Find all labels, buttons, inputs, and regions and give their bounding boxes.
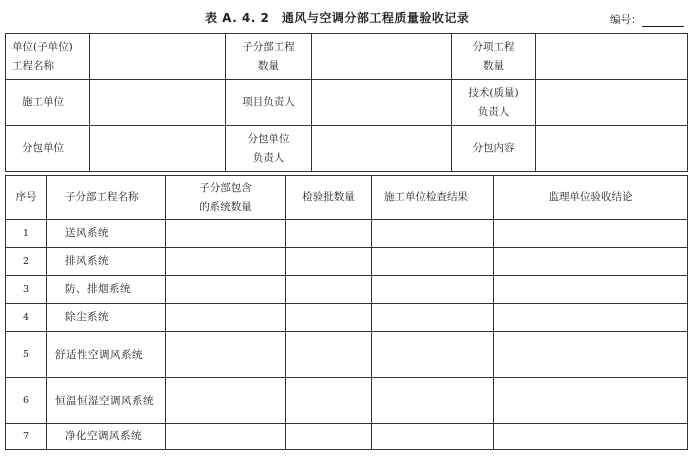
batch-count-cell[interactable] (286, 424, 372, 450)
row-number: 7 (6, 424, 47, 450)
supervisor-conclusion-cell[interactable] (494, 304, 688, 332)
table-row (6, 304, 688, 332)
subdivision-table (5, 175, 688, 450)
contractor-result-cell[interactable] (372, 332, 494, 378)
subdivision-name: 除尘系统 (47, 304, 166, 332)
row-number: 3 (6, 276, 47, 304)
technical-lead-label: 技术(质量) 负责人 (452, 80, 536, 126)
subdivision-name: 舒适性空调风系统 (47, 332, 166, 378)
page-header (0, 0, 692, 30)
batch-count-cell[interactable] (286, 248, 372, 276)
table-row (6, 378, 688, 424)
col-header-name: 子分部工程名称 (47, 176, 166, 220)
project-name-value[interactable] (90, 34, 226, 80)
system-count-cell[interactable] (166, 220, 286, 248)
subdivision-name: 恒温恒湿空调风系统 (47, 378, 166, 424)
item-count-value[interactable] (536, 34, 688, 80)
subcontractor-lead-label: 分包单位 负责人 (226, 126, 312, 172)
form-title: 表 A. 4. 2 通风与空调分部工程质量验收记录 (205, 11, 470, 25)
subcontract-scope-value[interactable] (536, 126, 688, 172)
system-count-cell[interactable] (166, 424, 286, 450)
system-count-cell[interactable] (166, 276, 286, 304)
subcontractor-label: 分包单位 (6, 126, 90, 172)
system-count-cell[interactable] (166, 378, 286, 424)
contractor-value[interactable] (90, 80, 226, 126)
batch-count-cell[interactable] (286, 332, 372, 378)
contractor-result-cell[interactable] (372, 304, 494, 332)
column-header-row (6, 176, 688, 220)
subcontractor-lead-value[interactable] (312, 126, 452, 172)
supervisor-conclusion-cell[interactable] (494, 248, 688, 276)
technical-lead-value[interactable] (536, 80, 688, 126)
col-header-contractor-result: 施工单位检查结果 (372, 176, 494, 220)
supervisor-conclusion-cell[interactable] (494, 424, 688, 450)
subdivision-name: 送风系统 (47, 220, 166, 248)
col-header-supervisor-conclusion: 监理单位验收结论 (494, 176, 688, 220)
system-count-cell[interactable] (166, 248, 286, 276)
project-info-table (5, 33, 688, 172)
col-header-batch-count: 检验批数量 (286, 176, 372, 220)
item-count-label: 分项工程 数量 (452, 34, 536, 80)
row-number: 5 (6, 332, 47, 378)
row-number: 2 (6, 248, 47, 276)
subdivision-name: 净化空调风系统 (47, 424, 166, 450)
contractor-result-cell[interactable] (372, 378, 494, 424)
supervisor-conclusion-cell[interactable] (494, 276, 688, 304)
system-count-cell[interactable] (166, 332, 286, 378)
col-header-system-count: 子分部包含 的系统数量 (166, 176, 286, 220)
system-count-cell[interactable] (166, 304, 286, 332)
row-number: 4 (6, 304, 47, 332)
subcontract-scope-label: 分包内容 (452, 126, 536, 172)
subdivision-name: 防、排烟系统 (47, 276, 166, 304)
row-number: 6 (6, 378, 47, 424)
contractor-result-cell[interactable] (372, 220, 494, 248)
serial-number (610, 12, 684, 27)
info-row (6, 34, 688, 80)
table-row (6, 276, 688, 304)
subcontractor-value[interactable] (90, 126, 226, 172)
table-row (6, 248, 688, 276)
contractor-result-cell[interactable] (372, 424, 494, 450)
table-row (6, 332, 688, 378)
batch-count-cell[interactable] (286, 304, 372, 332)
supervisor-conclusion-cell[interactable] (494, 378, 688, 424)
serial-label: 编号： (610, 14, 642, 26)
project-manager-value[interactable] (312, 80, 452, 126)
contractor-label: 施工单位 (6, 80, 90, 126)
row-number: 1 (6, 220, 47, 248)
subdivision-count-value[interactable] (312, 34, 452, 80)
batch-count-cell[interactable] (286, 220, 372, 248)
project-name-label: 单位(子单位) 工程名称 (6, 34, 90, 80)
batch-count-cell[interactable] (286, 276, 372, 304)
subdivision-name: 排风系统 (47, 248, 166, 276)
contractor-result-cell[interactable] (372, 276, 494, 304)
project-manager-label: 项目负责人 (226, 80, 312, 126)
supervisor-conclusion-cell[interactable] (494, 332, 688, 378)
info-row (6, 80, 688, 126)
supervisor-conclusion-cell[interactable] (494, 220, 688, 248)
batch-count-cell[interactable] (286, 378, 372, 424)
table-row (6, 220, 688, 248)
subdivision-count-label: 子分部工程 数量 (226, 34, 312, 80)
contractor-result-cell[interactable] (372, 248, 494, 276)
table-row (6, 424, 688, 450)
serial-input[interactable] (642, 15, 684, 27)
info-row (6, 126, 688, 172)
col-header-no: 序号 (6, 176, 47, 220)
